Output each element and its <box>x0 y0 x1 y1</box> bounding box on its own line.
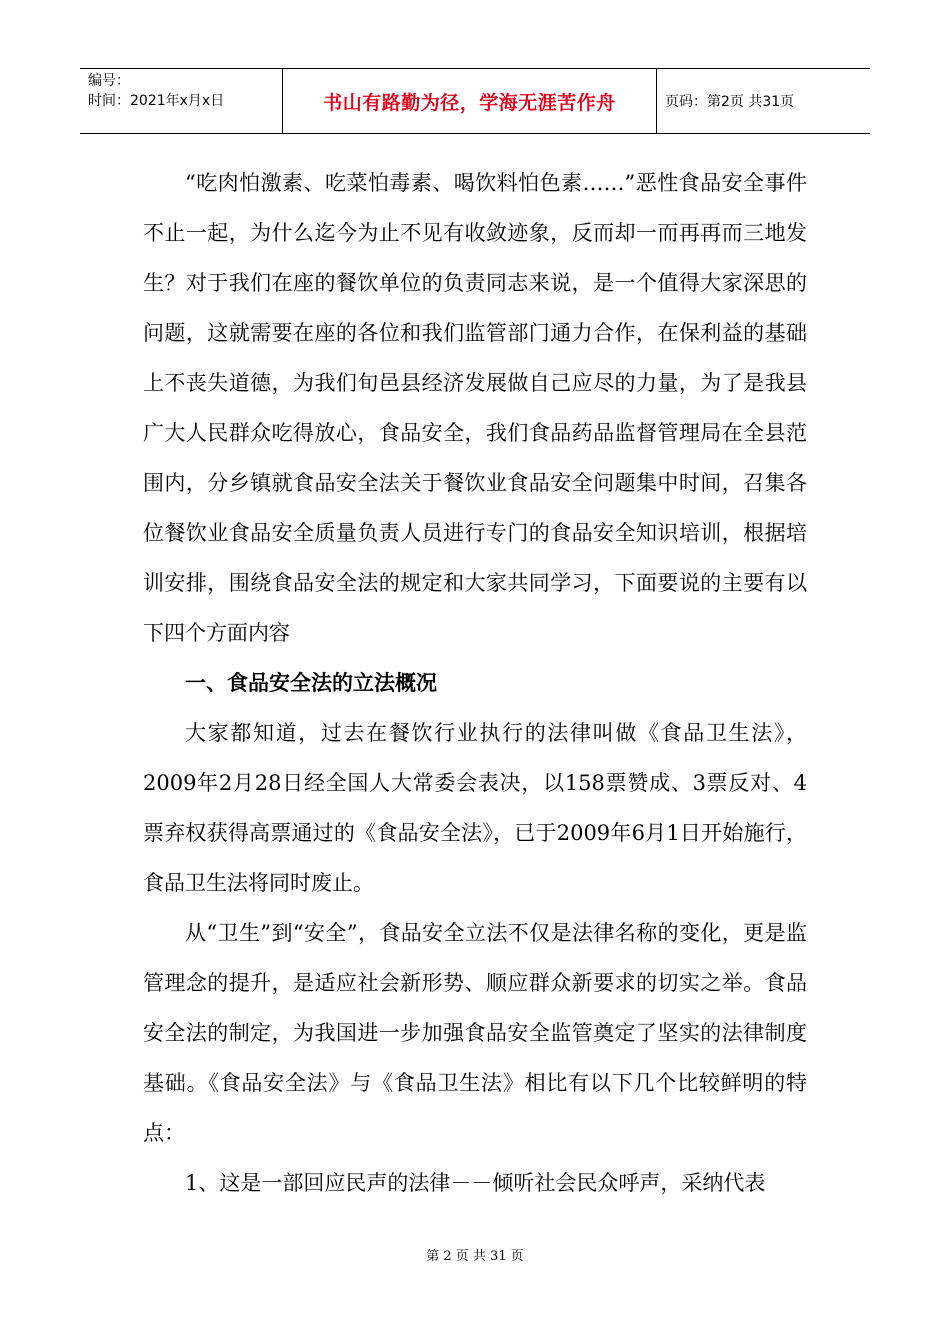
header-page-code: 页码：第2页 共31页 <box>665 94 795 110</box>
document-time-label: 时间：2021年x月x日 <box>88 93 225 109</box>
document-body <box>143 158 807 1208</box>
body-paragraph: “吃肉怕激素、吃菜怕毒素、喝饮料怕色素……”恶性食品安全事件不止一起，为什么迄今为止不见有收敛迹象，反而却一而再再而三地发生？对于我们在座的餐饮单位的负责同志来说，是一个值得大家深思的问题，这就需要在座的各位和我们监管部门通力合作，在保利益的基础上不丧失道德，为我们旬邑县经济发展做自己应尽的力量，为了是我县广大人民群众吃得放心，食品安全，我们食品药品监督管理局在全县范围内，分乡镇就食品安全法关于餐饮业食品安全问题集中时间，召集各位餐饮业食品安全质量负责人员进行专门的食品安全知识培训，根据培训安排，围绕食品安全法的规定和大家共同学习，下面要说的主要有以下四个方面内容 <box>143 171 807 645</box>
header-motto: 书山有路勤为径，学海无涯苦作舟 <box>283 69 657 133</box>
body-paragraph: 从“卫生”到“安全”，食品安全立法不仅是法律名称的变化，更是监管理念的提升，是适应社会新形势、顺应群众新要求的切实之举。食品安全法的制定，为我国进一步加强食品安全监管奠定了坚实的法律制度基础。《食品安全法》与《食品卫生法》相比有以下几个比较鲜明的特点： <box>143 921 807 1145</box>
header-table <box>80 68 870 134</box>
page-footer: 第 2 页 共 31 页 <box>426 1249 524 1264</box>
body-paragraph: 大家都知道，过去在餐饮行业执行的法律叫做《食品卫生法》，2009年2月28日经全国人大常委会表决，以158票赞成、3票反对、4票弃权获得高票通过的《食品安全法》，已于2009年6月1日开始施行，食品卫生法将同时废止。 <box>143 721 807 895</box>
section-heading: 一、食品安全法的立法概况 <box>185 671 437 695</box>
header-meta-cell <box>80 69 283 133</box>
body-paragraph: 1、这是一部回应民声的法律－－倾听社会民众呼声，采纳代表 <box>185 1171 766 1195</box>
document-number-label: 编号： <box>88 73 130 89</box>
